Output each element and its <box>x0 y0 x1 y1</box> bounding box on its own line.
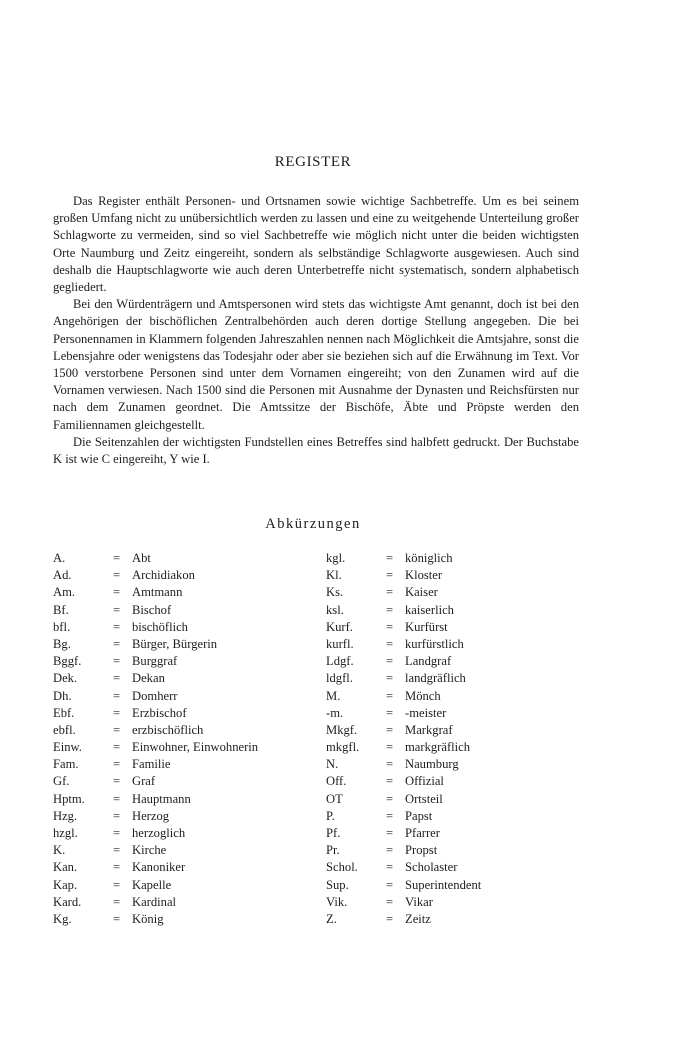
equals-sign: = <box>113 774 121 789</box>
equals-sign: = <box>113 722 121 737</box>
abbreviation-meaning: kaiserlich <box>405 602 454 617</box>
equals-sign: = <box>113 688 121 703</box>
abbreviation-meaning: bischöflich <box>132 619 188 634</box>
abbreviation-meaning: Vikar <box>405 894 433 909</box>
abbreviation-term: Bg. <box>53 636 71 651</box>
abbreviation-meaning: Amtmann <box>132 585 183 600</box>
abbreviation-meaning: Superintendent <box>405 877 482 892</box>
abbreviation-term: Kap. <box>53 877 78 892</box>
abbreviation-meaning: Graf <box>132 774 156 789</box>
abbreviation-term: ebfl. <box>53 722 76 737</box>
abbreviation-row <box>53 619 313 636</box>
abbreviation-meaning: Dekan <box>132 671 165 686</box>
abbreviation-meaning: Kapelle <box>132 877 172 892</box>
abbreviation-meaning: Pfarrer <box>405 826 440 840</box>
equals-sign: = <box>386 860 394 875</box>
intro-text <box>53 193 579 468</box>
equals-sign: = <box>386 619 394 634</box>
abbreviation-term: Ad. <box>53 568 72 583</box>
abbreviation-row <box>326 670 586 687</box>
equals-sign: = <box>113 757 121 772</box>
abbreviation-term: P. <box>326 808 335 823</box>
abbreviation-term: kgl. <box>326 551 346 565</box>
abbreviation-term: Kg. <box>53 911 72 926</box>
abbreviation-row <box>53 791 313 808</box>
equals-sign: = <box>113 808 121 823</box>
abbreviation-meaning: königlich <box>405 551 453 565</box>
abbreviation-term: hzgl. <box>53 826 78 840</box>
abbreviation-meaning: Scholaster <box>405 860 458 875</box>
intro-paragraph: Bei den Würdenträgern und Amtspersonen wird stets das wichtigste Amt genannt, doch ist bei den Angehörigen der bischöflichen Zentralbehörden auch deren dortige Stellung angegeben. Die bei Personennamen in Klammern folgenden Jahreszahlen nennen nach Möglichkeit die Amtsjahre, sonst die Lebensjahre oder wenigstens das Todesjahr oder aber sie beziehen sich auf die Erwähnung im Text. Vor 1500 verstorbene Personen sind unter dem Vornamen eingereiht; von den Zunamen wird auf die Vornamen verwiesen. Nach 1500 sind die Personen mit Ausnahme der Dynasten und Reichsfürsten nur nach dem Zunamen geordnet. Die Amtssitze der Bischöfe, Äbte und Pröpste werden den Familiennamen gleichgestellt. <box>53 297 579 432</box>
equals-sign: = <box>113 602 121 617</box>
abbreviation-term: ldgfl. <box>326 671 353 686</box>
abbreviation-meaning: -meister <box>405 705 447 720</box>
abbreviation-row <box>326 894 586 911</box>
abbreviation-term: Ldgf. <box>326 654 354 669</box>
abbreviation-row <box>326 791 586 808</box>
abbreviation-row <box>326 722 586 739</box>
abbreviation-term: Vik. <box>326 894 348 909</box>
abbreviation-term: Ebf. <box>53 705 75 720</box>
equals-sign: = <box>113 636 121 651</box>
equals-sign: = <box>386 826 394 840</box>
abbreviation-row <box>53 894 313 911</box>
equals-sign: = <box>386 757 394 772</box>
abbreviations-heading: Abkürzungen <box>265 516 361 532</box>
equals-sign: = <box>386 911 394 926</box>
abbreviation-row <box>53 670 313 687</box>
abbreviation-meaning: Einwohner, Einwohnerin <box>132 740 259 755</box>
abbreviation-term: bfl. <box>53 619 71 634</box>
abbreviation-row <box>53 911 313 928</box>
abbreviation-term: Bf. <box>53 602 69 617</box>
abbreviation-row <box>326 619 586 636</box>
abbreviation-row <box>326 911 586 928</box>
abbreviation-row <box>53 825 313 842</box>
equals-sign: = <box>113 877 121 892</box>
equals-sign: = <box>386 585 394 600</box>
abbreviations-right-column <box>326 550 586 928</box>
equals-sign: = <box>113 791 121 806</box>
equals-sign: = <box>386 791 394 806</box>
abbreviation-meaning: herzoglich <box>132 826 186 840</box>
abbreviation-meaning: Bürger, Bürgerin <box>132 636 218 651</box>
abbreviation-row <box>53 688 313 705</box>
abbreviation-meaning: Ortsteil <box>405 791 443 806</box>
abbreviation-term: Kurf. <box>326 619 353 634</box>
abbreviation-meaning: Propst <box>405 843 438 858</box>
abbreviation-row <box>53 705 313 722</box>
abbreviation-row <box>326 602 586 619</box>
abbreviation-term: Z. <box>326 911 337 926</box>
abbreviation-meaning: erzbischöflich <box>132 722 204 737</box>
abbreviations-left-column <box>53 550 313 928</box>
abbreviation-term: ksl. <box>326 602 344 617</box>
abbreviation-row <box>326 842 586 859</box>
abbreviation-row <box>53 808 313 825</box>
abbreviation-row <box>326 688 586 705</box>
abbreviation-meaning: kurfürstlich <box>405 636 464 651</box>
abbreviation-meaning: Familie <box>132 757 171 772</box>
abbreviation-row <box>53 567 313 584</box>
equals-sign: = <box>386 843 394 858</box>
abbreviation-meaning: König <box>132 911 164 926</box>
equals-sign: = <box>113 843 121 858</box>
abbreviation-term: Hzg. <box>53 808 78 823</box>
abbreviation-meaning: landgräflich <box>405 671 466 686</box>
equals-sign: = <box>386 774 394 789</box>
abbreviation-meaning: Landgraf <box>405 654 452 669</box>
abbreviation-term: Sup. <box>326 877 349 892</box>
abbreviation-meaning: Domherr <box>132 688 178 703</box>
intro-paragraph: Das Register enthält Personen- und Ortsnamen sowie wichtige Sachbetreffe. Um es bei seinem großen Umfang nicht zu unübersichtlich werden zu lassen und eine zu weitgehende Unterteilung großer Schlagworte zu vermeiden, sind so viel Sachbetreffe wie möglich nicht unter die beiden wichtigsten Orte Naumburg und Zeitz eingereiht, sondern als selbständige Schlagworte ausgewiesen. Auch sind deshalb die Hauptschlagworte wie auch deren Unterbetreffe nicht systematisch, sondern alphabetisch gegliedert. <box>53 194 579 295</box>
equals-sign: = <box>386 602 394 617</box>
abbreviation-term: OT <box>326 791 343 806</box>
equals-sign: = <box>113 860 121 875</box>
abbreviation-term: Am. <box>53 585 76 600</box>
abbreviation-row <box>326 756 586 773</box>
abbreviation-term: Schol. <box>326 860 358 875</box>
equals-sign: = <box>113 826 121 840</box>
abbreviation-term: Einw. <box>53 740 82 755</box>
abbreviation-row <box>53 773 313 790</box>
abbreviation-meaning: Mönch <box>405 688 441 703</box>
equals-sign: = <box>113 911 121 926</box>
abbreviation-meaning: Kurfürst <box>405 619 448 634</box>
equals-sign: = <box>386 705 394 720</box>
abbreviation-term: Kan. <box>53 860 78 875</box>
abbreviation-term: Bggf. <box>53 654 82 669</box>
abbreviation-term: N. <box>326 757 339 772</box>
equals-sign: = <box>113 671 121 686</box>
abbreviation-meaning: markgräflich <box>405 740 471 755</box>
abbreviation-meaning: Burggraf <box>132 654 178 669</box>
abbreviation-row <box>53 653 313 670</box>
abbreviation-meaning: Abt <box>132 551 151 565</box>
equals-sign: = <box>113 894 121 909</box>
abbreviation-row <box>53 584 313 601</box>
abbreviation-term: Ks. <box>326 585 344 600</box>
page-title: REGISTER <box>274 154 352 170</box>
abbreviation-meaning: Naumburg <box>405 757 459 772</box>
abbreviation-term: Hptm. <box>53 791 85 806</box>
equals-sign: = <box>113 585 121 600</box>
abbreviation-meaning: Kirche <box>132 843 167 858</box>
abbreviation-term: M. <box>326 688 341 703</box>
abbreviation-term: Dek. <box>53 671 78 686</box>
equals-sign: = <box>386 877 394 892</box>
abbreviation-row <box>326 808 586 825</box>
equals-sign: = <box>113 551 121 565</box>
equals-sign: = <box>386 722 394 737</box>
abbreviation-row <box>53 842 313 859</box>
abbreviation-row <box>53 756 313 773</box>
abbreviation-term: K. <box>53 843 66 858</box>
abbreviation-row <box>326 653 586 670</box>
equals-sign: = <box>113 619 121 634</box>
equals-sign: = <box>386 740 394 755</box>
equals-sign: = <box>386 894 394 909</box>
abbreviation-meaning: Archidiakon <box>132 568 195 583</box>
abbreviation-meaning: Herzog <box>132 808 170 823</box>
abbreviation-row <box>326 773 586 790</box>
abbreviation-term: Mkgf. <box>326 722 358 737</box>
abbreviation-meaning: Papst <box>405 808 433 823</box>
equals-sign: = <box>113 654 121 669</box>
intro-paragraph: Die Seitenzahlen der wichtigsten Fundstellen eines Betreffes sind halbfett gedruckt. Der Buchstabe K ist wie C eingereiht, Y wie I. <box>53 434 579 467</box>
abbreviation-row <box>326 567 586 584</box>
abbreviation-term: Pr. <box>326 843 340 858</box>
equals-sign: = <box>386 551 394 565</box>
equals-sign: = <box>386 636 394 651</box>
abbreviation-row <box>326 584 586 601</box>
abbreviation-row <box>326 877 586 894</box>
abbreviation-row <box>53 550 313 567</box>
abbreviation-term: Pf. <box>326 826 341 840</box>
abbreviation-meaning: Kardinal <box>132 894 177 909</box>
equals-sign: = <box>386 688 394 703</box>
abbreviation-meaning: Offizial <box>405 774 444 789</box>
equals-sign: = <box>113 740 121 755</box>
abbreviation-term: A. <box>53 551 66 565</box>
abbreviation-term: Kard. <box>53 894 82 909</box>
equals-sign: = <box>113 568 121 583</box>
abbreviation-term: Fam. <box>53 757 79 772</box>
abbreviation-row <box>326 550 586 567</box>
abbreviation-row <box>326 705 586 722</box>
abbreviation-meaning: Markgraf <box>405 722 453 737</box>
abbreviation-row <box>326 636 586 653</box>
abbreviation-meaning: Bischof <box>132 602 172 617</box>
abbreviation-term: Kl. <box>326 568 342 583</box>
equals-sign: = <box>113 705 121 720</box>
abbreviation-row <box>53 722 313 739</box>
abbreviation-term: Off. <box>326 774 347 789</box>
equals-sign: = <box>386 568 394 583</box>
abbreviation-row <box>326 739 586 756</box>
equals-sign: = <box>386 671 394 686</box>
equals-sign: = <box>386 654 394 669</box>
abbreviation-term: Gf. <box>53 774 70 789</box>
abbreviation-meaning: Kaiser <box>405 585 438 600</box>
abbreviation-row <box>53 877 313 894</box>
abbreviation-row <box>53 602 313 619</box>
equals-sign: = <box>386 808 394 823</box>
abbreviation-term: kurfl. <box>326 636 354 651</box>
abbreviation-term: Dh. <box>53 688 72 703</box>
abbreviation-term: mkgfl. <box>326 740 360 755</box>
abbreviation-row <box>326 825 586 842</box>
abbreviation-row <box>53 636 313 653</box>
abbreviation-meaning: Kanoniker <box>132 860 186 875</box>
abbreviation-row <box>53 739 313 756</box>
abbreviation-term: -m. <box>326 705 344 720</box>
abbreviation-meaning: Erzbischof <box>132 705 187 720</box>
abbreviation-meaning: Kloster <box>405 568 443 583</box>
abbreviation-meaning: Zeitz <box>405 911 431 926</box>
abbreviation-row <box>326 859 586 876</box>
abbreviation-meaning: Hauptmann <box>132 791 191 806</box>
abbreviation-row <box>53 859 313 876</box>
